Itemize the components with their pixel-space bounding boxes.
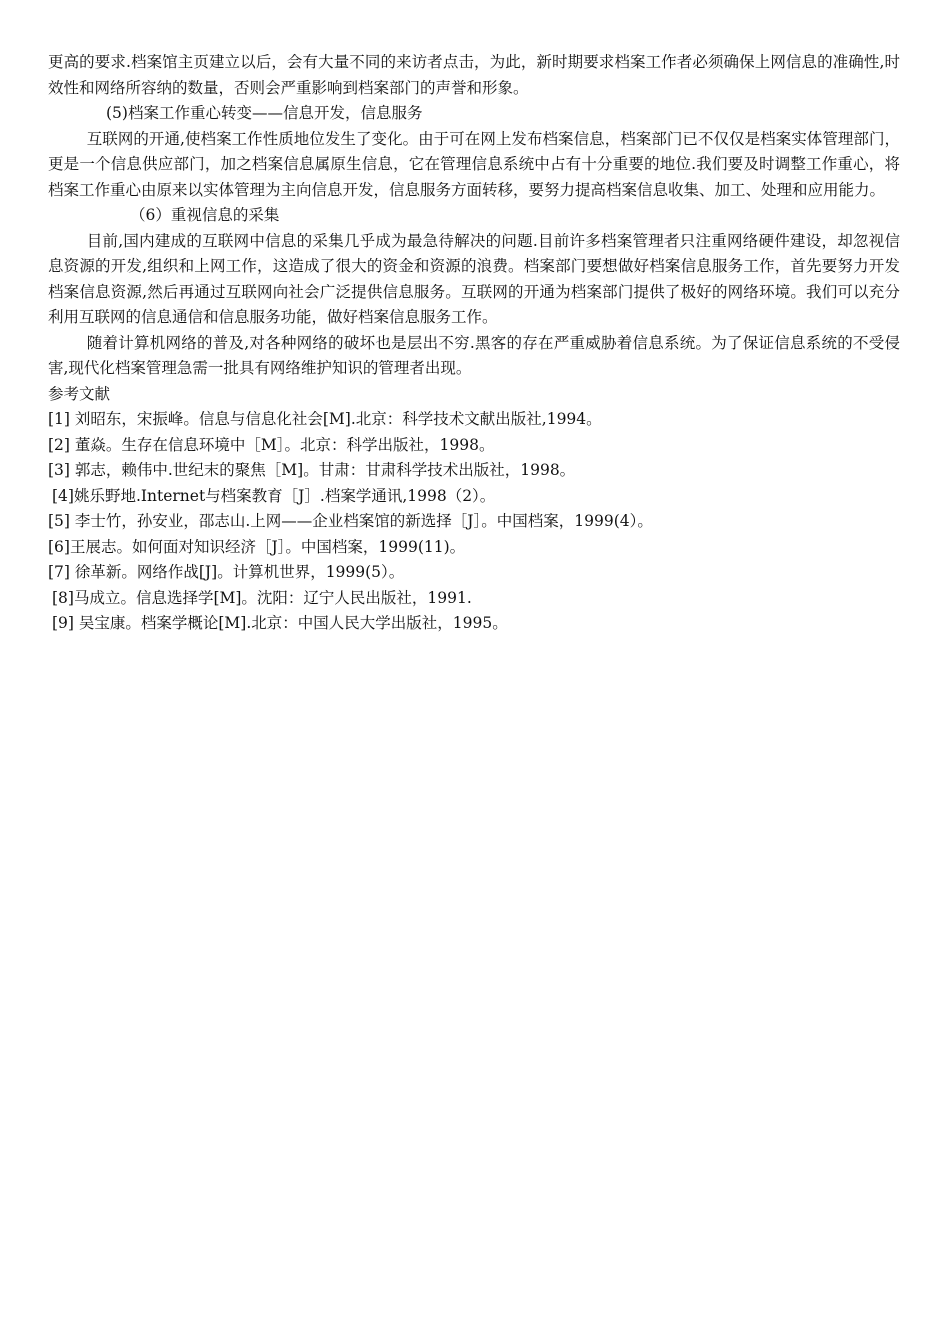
reference-item: [6]王展志。如何面对知识经济［J］。中国档案，1999(11)。 (48, 537, 466, 556)
section-6-paragraph: 目前,国内建成的互联网中信息的采集几乎成为最急待解决的问题.目前许多档案管理者只注重网络硬件建设，却忽视信息资源的开发,组织和上网工作，这造成了很大的资金和资源的浪费。档案部门要想做好档案信息服务工作，首先要努力开发档案信息资源,然后再通过互联网向社会广泛提供信息服务。互联网的开通为档案部门提供了极好的网络环境。我们可以充分利用互联网的信息通信和信息服务功能，做好档案信息服务工作。 (48, 231, 900, 326)
references-title: 参考文献 (48, 384, 111, 403)
reference-item: [2] 董焱。生存在信息环境中［M］。北京：科学出版社，1998。 (48, 435, 495, 454)
intro-paragraph: 更高的要求.档案馆主页建立以后，会有大量不同的来访者点击，为此，新时期要求档案工作者必须确保上网信息的准确性,时效性和网络所容纳的数量，否则会严重影响到档案部门的声誉和形象。 (48, 53, 900, 97)
reference-item: [3] 郭志，赖伟中.世纪末的聚焦［M]。甘肃：甘肃科学技术出版社，1998。 (48, 461, 576, 479)
reference-item: [5] 李士竹，孙安业，邵志山.上网——企业档案馆的新选择［J］。中国档案，1999(4）。 (48, 512, 653, 530)
section-heading-6: （6）重视信息的采集 (130, 206, 280, 224)
section-heading-5: (5)档案工作重心转变——信息开发，信息服务 (106, 104, 423, 122)
document-page (48, 50, 900, 637)
reference-item: [1] 刘昭东，宋振峰。信息与信息化社会[M].北京：科学技术文献出版社,1994。 (48, 410, 602, 428)
reference-item: [8]马成立。信息选择学[M]。沈阳：辽宁人民出版社，1991. (52, 588, 472, 607)
reference-item: [4]姚乐野地.Internet与档案教育［J］.档案学通讯,1998（2）。 (52, 486, 496, 505)
security-paragraph: 随着计算机网络的普及,对各种网络的破坏也是层出不穷.黑客的存在严重威胁着信息系统。为了保证信息系统的不受侵害,现代化档案管理急需一批具有网络维护知识的管理者出现。 (48, 333, 900, 377)
reference-item: [7] 徐革新。网络作战[J]。计算机世界，1999(5）。 (48, 563, 405, 581)
reference-item: [9] 吴宝康。档案学概论[M].北京：中国人民大学出版社，1995。 (52, 614, 508, 632)
references-list (48, 407, 900, 637)
section-5-paragraph: 互联网的开通,使档案工作性质地位发生了变化。由于可在网上发布档案信息，档案部门已不仅仅是档案实体管理部门，更是一个信息供应部门，加之档案信息属原生信息，它在管理信息系统中占有十分重要的地位.我们要及时调整工作重心，将档案工作重心由原来以实体管理为主向信息开发，信息服务方面转移，要努力提高档案信息收集、加工、处理和应用能力。 (48, 129, 900, 199)
